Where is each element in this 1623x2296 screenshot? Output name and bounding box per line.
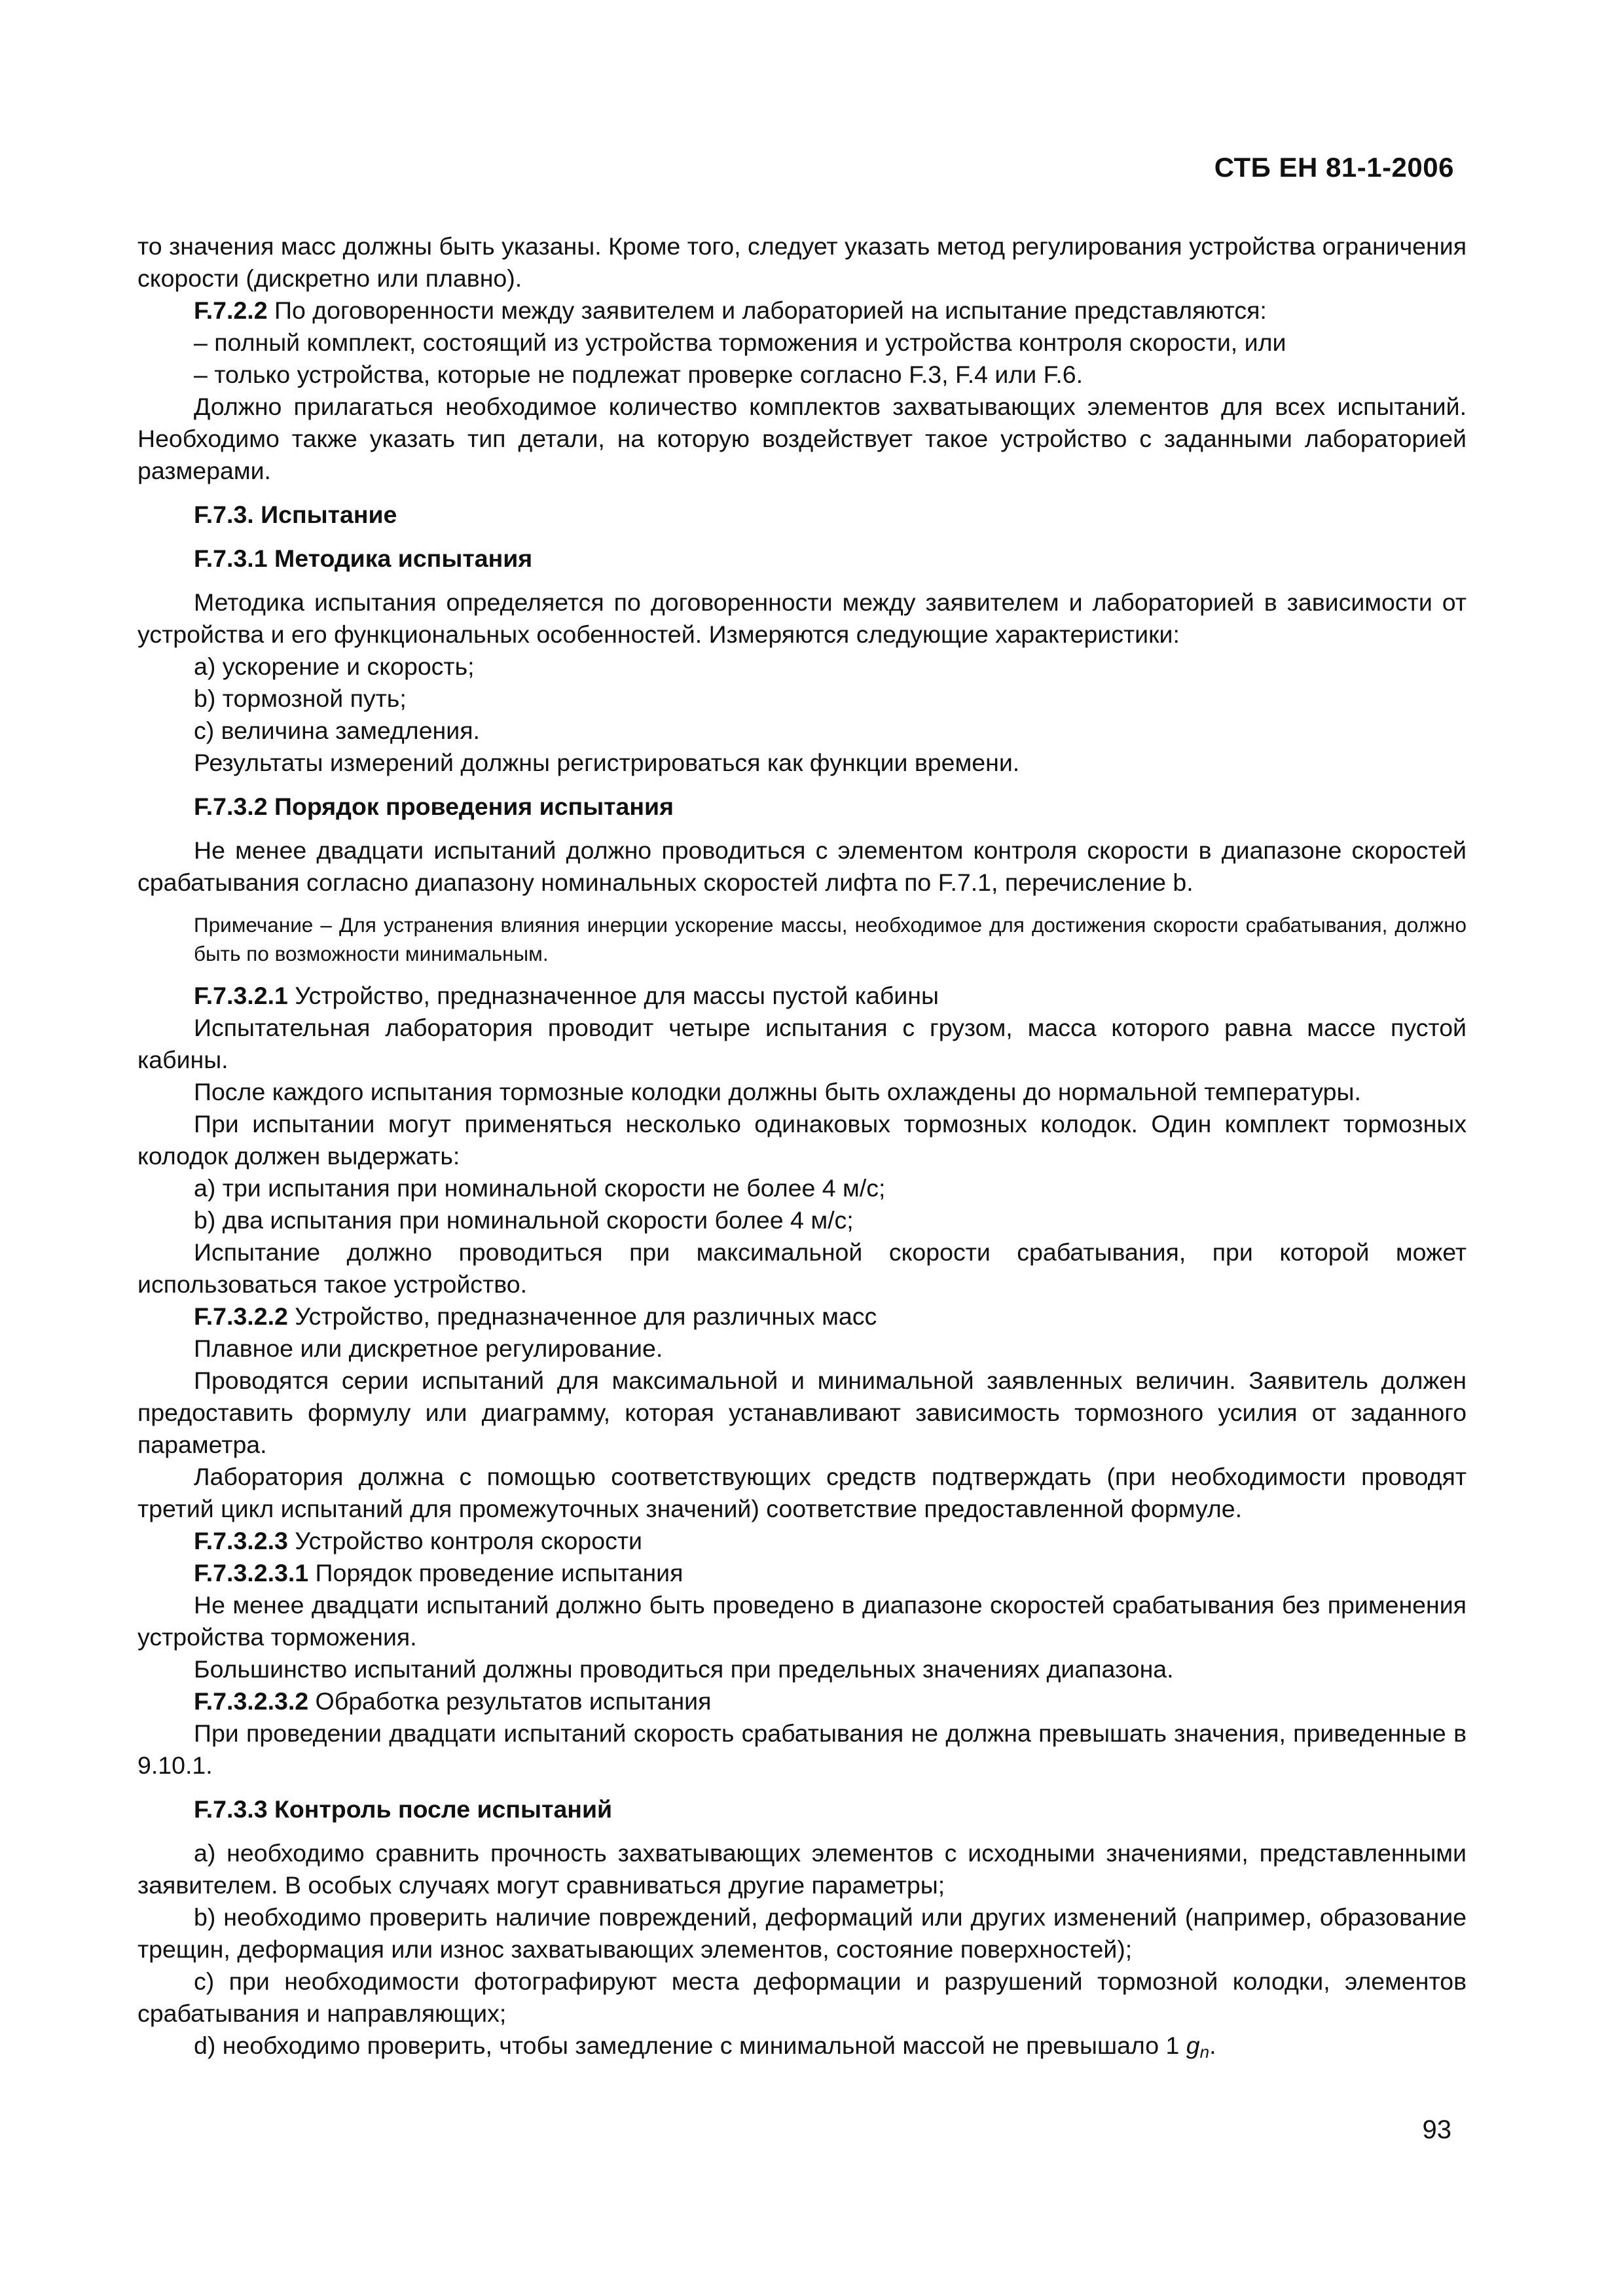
paragraph: Испытание должно проводиться при максимальной скорости срабатывания, при которой может использоваться такое устройство. — [137, 1238, 1467, 1298]
document-code: СТБ ЕН 81-1-2006 — [1214, 152, 1454, 183]
paragraph-numbered — [137, 1685, 1467, 1717]
list-item: a) ускорение и скорость; — [194, 653, 475, 680]
paragraph: Не менее двадцати испытаний должно проводиться с элементом контроля скорости в диапазоне скоростей срабатывания согласно диапазону номинальных скоростей лифта по F.7.1, перечисление b. — [137, 836, 1467, 896]
clause-text: Устройство, предназначенное для различных масс — [287, 1302, 877, 1330]
clause-number: F.7.3.2.3.1 — [194, 1559, 309, 1587]
paragraph: Должно прилагаться необходимое количество комплектов захватывающих элементов для всех испытаний. Необходимо также указать тип детали, на которую воздействует такое устройство с заданными лабораторией размерами. — [137, 393, 1467, 484]
paragraph-numbered — [137, 980, 1467, 1012]
paragraph: При испытании могут применяться несколько одинаковых тормозных колодок. Один комплект тормозных колодок должен выдержать: — [137, 1110, 1467, 1170]
page-body — [137, 230, 1467, 2068]
clause-text: Порядок проведение испытания — [308, 1559, 684, 1587]
clause-text: Обработка результатов испытания — [308, 1687, 712, 1715]
note: Примечание – Для устранения влияния инерции ускорение массы, необходимое для достижения скорости срабатывания, должно быть по возможности минимальным. — [194, 913, 1467, 965]
paragraph: Большинство испытаний должны проводиться при предельных значениях диапазона. — [194, 1655, 1174, 1683]
clause-text: По договоренности между заявителем и лабораторией на испытание представляются: — [267, 296, 1267, 324]
paragraph-numbered — [137, 295, 1467, 327]
section-heading: F.7.3.3 Контроль после испытаний — [194, 1795, 613, 1823]
page-number: 93 — [1422, 2115, 1451, 2144]
clause-number: F.7.2.2 — [194, 296, 268, 324]
list-item — [137, 2030, 1467, 2068]
dash-list-item: – только устройства, которые не подлежат проверке согласно F.3, F.4 или F.6. — [194, 361, 1084, 388]
gravity-symbol: g — [1186, 2032, 1200, 2059]
paragraph: Проводятся серии испытаний для максимальной и минимальной заявленных величин. Заявитель должен предоставить формулу или диаграмму, которая устанавливают зависимость тормозного усилия от заданного параметра. — [137, 1367, 1467, 1458]
list-item: a) три испытания при номинальной скорости не более 4 м/с; — [194, 1174, 886, 1202]
list-item: c) при необходимости фотографируют места деформации и разрушений тормозной колодки, элементов срабатывания и направляющих; — [137, 1967, 1467, 2027]
list-item: c) величина замедления. — [194, 717, 480, 744]
clause-number: F.7.3.2.2 — [194, 1302, 288, 1330]
section-heading: F.7.3.2 Порядок проведения испытания — [194, 793, 674, 820]
clause-number: F.7.3.2.1 — [194, 982, 288, 1009]
list-item: a) необходимо сравнить прочность захватывающих элементов с исходными значениями, представленными заявителем. В особых случаях могут сравниваться другие параметры; — [137, 1839, 1467, 1899]
clause-number: F.7.3.2.3 — [194, 1527, 288, 1554]
paragraph: При проведении двадцати испытаний скорость срабатывания не должна превышать значения, приведенные в 9.10.1. — [137, 1719, 1467, 1779]
list-item: b) два испытания при номинальной скорости более 4 м/с; — [194, 1206, 854, 1234]
section-heading: F.7.3. Испытание — [194, 501, 397, 528]
paragraph: Плавное или дискретное регулирование. — [194, 1335, 663, 1362]
paragraph-numbered — [137, 1557, 1467, 1589]
list-item-end: . — [1209, 2032, 1216, 2059]
list-item: b) необходимо проверить наличие повреждений, деформаций или других изменений (например, образование трещин, деформация или износ захватывающих элементов, состояние поверхностей); — [137, 1903, 1467, 1963]
list-item: b) тормозной путь; — [194, 685, 407, 712]
paragraph: Методика испытания определяется по договоренности между заявителем и лабораторией в зависимости от устройства и его функциональных особенностей. Измеряются следующие характеристики: — [137, 588, 1467, 648]
list-item-text: d) необходимо проверить, чтобы замедление с минимальной массой не превышало 1 — [194, 2032, 1186, 2059]
clause-number: F.7.3.2.3.2 — [194, 1687, 309, 1715]
clause-text: Устройство контроля скорости — [287, 1527, 642, 1554]
paragraph: После каждого испытания тормозные колодки должны быть охлаждены до нормальной температуры. — [194, 1078, 1361, 1105]
paragraph: Не менее двадцати испытаний должно быть проведено в диапазоне скоростей срабатывания без применения устройства торможения. — [137, 1591, 1467, 1651]
paragraph: Испытательная лаборатория проводит четыре испытания с грузом, масса которого равна массе пустой кабины. — [137, 1014, 1467, 1073]
paragraph-numbered — [137, 1300, 1467, 1333]
dash-list-item: – полный комплект, состоящий из устройства торможения и устройства контроля скорости, или — [194, 329, 1286, 356]
paragraph-numbered — [137, 1525, 1467, 1557]
gravity-subscript: n — [1199, 2042, 1210, 2062]
paragraph: то значения масс должны быть указаны. Кроме того, следует указать метод регулирования устройства ограничения скорости (дискретно или плавно). — [137, 232, 1467, 292]
paragraph: Результаты измерений должны регистрироваться как функции времени. — [194, 749, 1020, 776]
clause-text: Устройство, предназначенное для массы пустой кабины — [287, 982, 939, 1009]
section-heading: F.7.3.1 Методика испытания — [194, 545, 533, 572]
paragraph: Лаборатория должна с помощью соответствующих средств подтверждать (при необходимости проводят третий цикл испытаний для промежуточных значений) соответствие предоставленной формуле. — [137, 1463, 1467, 1522]
